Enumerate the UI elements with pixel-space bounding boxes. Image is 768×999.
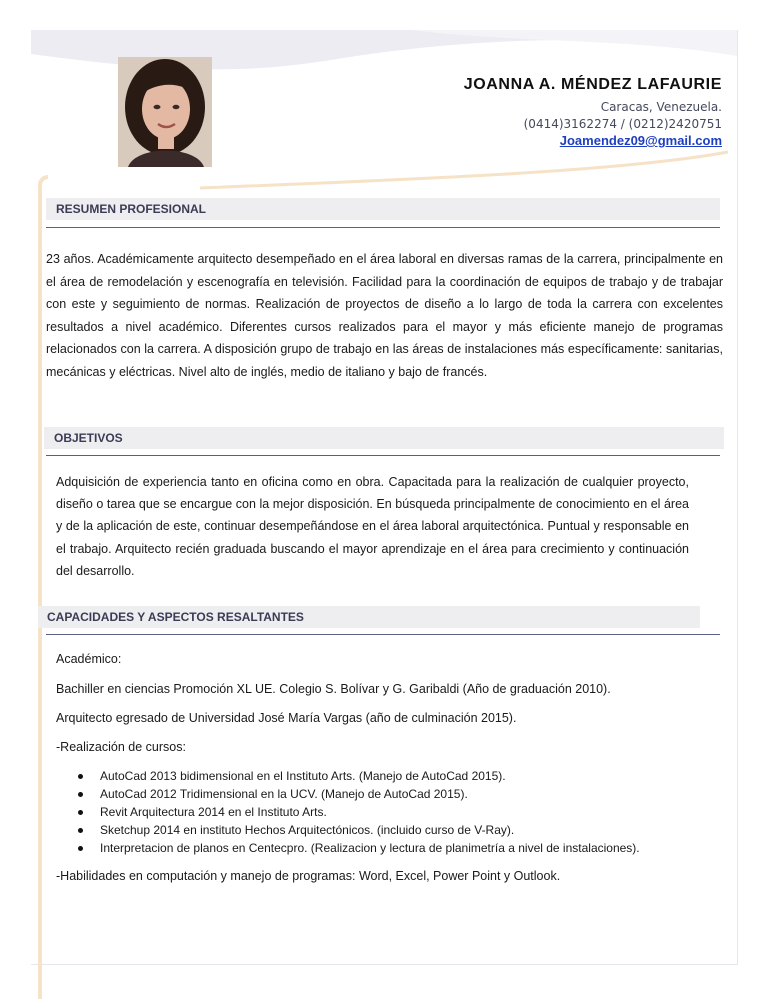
resumen-text: 23 años. Académicamente arquitecto desempeñado en el área laboral en diversas ramas de la carrera, principalmente en el área de remodelación y escenografía en televisión. Facilidad para la coordinación de equipos de trabajo y de trabajar con este y seguimiento de normas. Realización de proyectos de diseño a lo largo de toda la carrera con excelentes resultados a nivel académico. Diferentes cursos realizados para el mayor y más eficiente manejo de programas relacionados con la carrera. A disposición grupo de trabajo en las áreas de instalaciones más específicamente: sanitarias, mecánicas y eléctricas. Nivel alto de inglés, medio de italiano y bajo de francés. <box>46 252 723 379</box>
section-header-resumen: RESUMEN PROFESIONAL <box>46 198 720 220</box>
list-item <box>78 803 640 821</box>
cursos-label: -Realización de cursos: <box>56 740 186 754</box>
list-item <box>78 839 640 857</box>
bachiller-line: Bachiller en ciencias Promoción XL UE. Colegio S. Bolívar y G. Garibaldi (Año de graduación 2010). <box>56 682 611 696</box>
phone-numbers: (0414)3162274 / (0212)2420751 <box>523 117 722 131</box>
course-text: AutoCad 2013 bidimensional en el Instituto Arts. (Manejo de AutoCad 2015). <box>100 769 506 783</box>
course-text: Interpretacion de planos en Centecpro. (Realizacion y lectura de planimetría a nivel de instalaciones). <box>100 841 640 855</box>
section-header-capacidades: CAPACIDADES Y ASPECTOS RESALTANTES <box>38 606 700 628</box>
list-item <box>78 767 640 785</box>
course-text: AutoCad 2012 Tridimensional en la UCV. (Manejo de AutoCad 2015). <box>100 787 468 801</box>
candidate-name: JOANNA A. MÉNDEZ LAFAURIE <box>463 76 722 93</box>
section-divider <box>46 634 720 635</box>
section-divider <box>46 227 720 228</box>
courses-list <box>78 767 640 857</box>
habilidades-line: -Habilidades en computación y manejo de programas: Word, Excel, Power Point y Outlook. <box>56 869 561 883</box>
course-text: Sketchup 2014 en instituto Hechos Arquitectónicos. (incluido curso de V-Ray). <box>100 823 515 837</box>
profile-photo <box>118 57 212 167</box>
bullet-icon <box>78 828 83 833</box>
bullet-icon <box>78 774 83 779</box>
bullet-icon <box>78 846 83 851</box>
list-item <box>78 785 640 803</box>
email-link[interactable]: Joamendez09@gmail.com <box>559 133 722 148</box>
academico-label: Académico: <box>56 652 122 666</box>
objetivos-text: Adquisición de experiencia tanto en oficina como en obra. Capacitada para la realización de cualquier proyecto, diseño o tarea que se encargue con la mejor disposición. En búsqueda principalmente de conocimiento en el área y de la aplicación de este, continuar desempeñándose en el área laboral arquitectónica. Puntual y responsable en el trabajo. Arquitecto recién graduada buscando el mayor aprendizaje en el área para crecimiento y continuación del desarrollo. <box>56 475 689 578</box>
arquitecto-line: Arquitecto egresado de Universidad José María Vargas (año de culminación 2015). <box>56 711 517 725</box>
bullet-icon <box>78 810 83 815</box>
course-text: Revit Arquitectura 2014 en el Instituto Arts. <box>100 805 327 819</box>
profile-photo-icon <box>118 57 212 167</box>
city: Caracas, Venezuela. <box>600 100 722 114</box>
section-divider <box>46 455 720 456</box>
section-header-objetivos: OBJETIVOS <box>44 427 724 449</box>
header-curve <box>200 150 730 190</box>
bullet-icon <box>78 792 83 797</box>
list-item <box>78 821 640 839</box>
